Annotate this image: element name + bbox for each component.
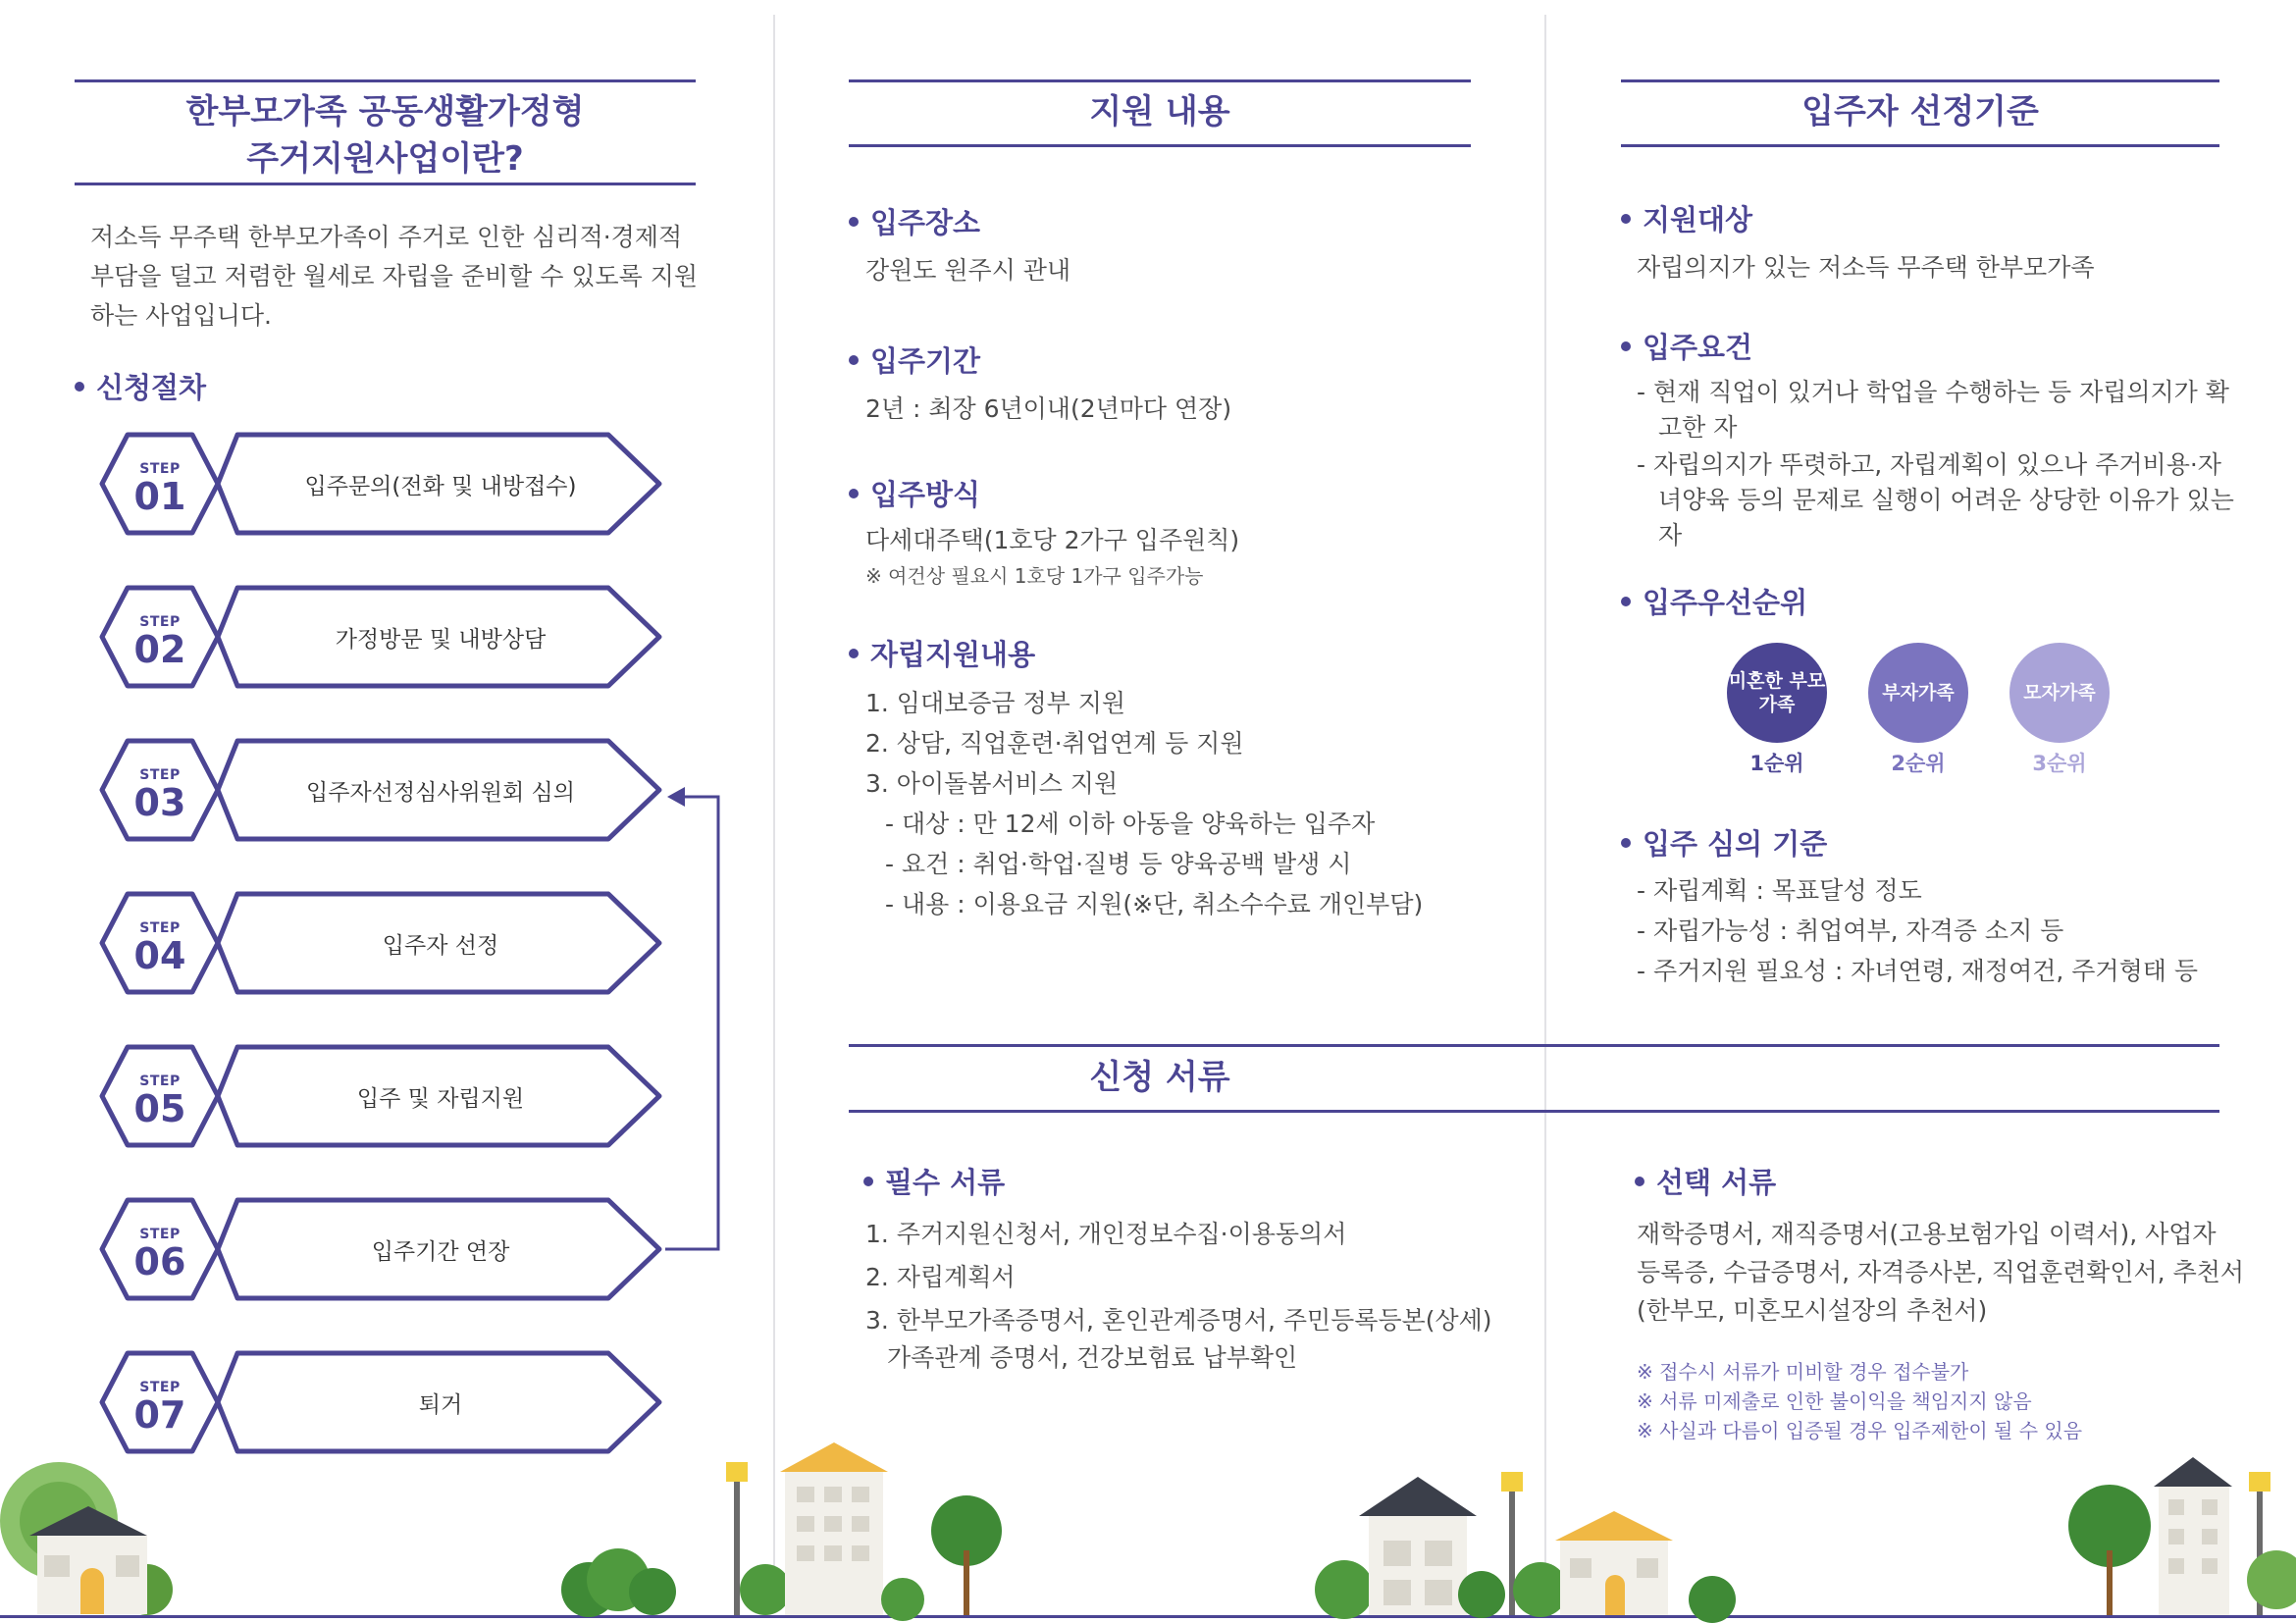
town-illustration <box>0 1442 2296 1623</box>
method-heading-text: 입주방식 <box>870 478 981 511</box>
step-05-step-label: STEP <box>139 1073 181 1089</box>
priority-circle-3: 모자가족 <box>2009 643 2110 743</box>
required-doc-item: 3. 한부모가족증명서, 혼인관계증명서, 주민등록등본(상세) <box>865 1306 1492 1335</box>
docs-title-rule-top <box>849 1044 2219 1047</box>
panel2-title: 지원 내용 <box>1089 92 1230 131</box>
review-item: - 자립가능성 : 취업여부, 자격증 소지 등 <box>1637 916 2064 945</box>
step-02-step-label: STEP <box>139 614 181 630</box>
step-01-label: 입주문의(전화 및 내방접수) <box>304 473 577 499</box>
intro-paragraph <box>90 218 708 336</box>
intro-line: 부담을 덜고 저렴한 월세로 자립을 준비할 수 있도록 지원 <box>90 262 699 290</box>
requirement-heading-text: 입주요건 <box>1643 331 1753 364</box>
location-heading <box>849 201 980 241</box>
step-06-step-label: STEP <box>139 1227 181 1242</box>
target-heading-text: 지원대상 <box>1643 203 1753 236</box>
priority-rank-2: 2순위 <box>1891 752 1946 775</box>
optional-docs-heading-text: 선택 서류 <box>1656 1166 1777 1199</box>
target-heading <box>1621 198 1752 238</box>
method-text: 다세대주택(1호당 2가구 입주원칙) <box>865 526 1240 554</box>
support-subitem: - 대상 : 만 12세 이하 아동을 양육하는 입주자 <box>885 810 1376 838</box>
optional-docs-heading <box>1635 1161 1776 1201</box>
priority-circle-1: 미혼한 부모가족 <box>1727 643 1827 743</box>
procedure-heading-text: 신청절차 <box>96 371 207 404</box>
docs-note: ※ 사실과 다름이 입증될 경우 입주제한이 될 수 있음 <box>1637 1419 2083 1442</box>
bullet-dot <box>1635 1177 1644 1186</box>
optional-doc-line: (한부모, 미혼모시설장의 추천서) <box>1637 1296 1988 1325</box>
review-heading <box>1621 822 1827 863</box>
support-item: 1. 임대보증금 정부 지원 <box>865 689 1126 717</box>
bullet-dot <box>849 355 859 365</box>
panel1-title-rule-top <box>75 79 696 82</box>
step-06-label: 입주기간 연장 <box>371 1238 510 1265</box>
loop-arrow <box>659 775 728 1266</box>
step-05-label: 입주 및 자립지원 <box>356 1085 525 1112</box>
support-subitem: - 요건 : 취업·학업·질병 등 양육공백 발생 시 <box>885 850 1352 878</box>
step-02-label: 가정방문 및 내방상담 <box>335 626 547 653</box>
required-docs-heading <box>863 1161 1005 1201</box>
priority-circle-2: 부자가족 <box>1868 643 1968 743</box>
review-item: - 주거지원 필요성 : 자녀연령, 재정여건, 주거형태 등 <box>1637 957 2198 985</box>
bullet-dot <box>1621 597 1631 606</box>
location-text: 강원도 원주시 관내 <box>865 256 1071 285</box>
method-heading <box>849 473 980 513</box>
requirement-item: - 자립의지가 뚜렷하고, 자립계획이 있으나 주거비용·자녀양육 등의 문제로 실행이 어려운 상당한 이유가 있는 자 <box>1637 450 2234 550</box>
panel1-title-line2: 주거지원사업이란? <box>246 139 524 179</box>
step-03-number: 03 <box>133 781 186 824</box>
review-heading-text: 입주 심의 기준 <box>1643 827 1828 861</box>
docs-note: ※ 접수시 서류가 미비할 경우 접수불가 <box>1637 1360 1969 1384</box>
panel1-title-line1: 한부모가족 공동생활가정형 <box>185 92 585 131</box>
location-heading-text: 입주장소 <box>870 206 981 239</box>
bullet-dot <box>1621 214 1631 224</box>
required-docs-heading-text: 필수 서류 <box>885 1166 1006 1199</box>
required-doc-item: 1. 주거지원신청서, 개인정보수집·이용동의서 <box>865 1220 1347 1248</box>
method-note: ※ 여건상 필요시 1호당 1가구 입주가능 <box>865 564 1204 588</box>
required-doc-item: 2. 자립계획서 <box>865 1263 1016 1291</box>
step-03-step-label: STEP <box>139 767 181 783</box>
docs-note: ※ 서류 미제출로 인한 불이익을 책임지지 않음 <box>1637 1389 2032 1413</box>
panel3-title-rule-bottom <box>1621 144 2219 147</box>
step-07-label: 퇴거 <box>418 1391 463 1418</box>
step-04-step-label: STEP <box>139 920 181 936</box>
docs-title: 신청 서류 <box>1089 1058 1230 1097</box>
step-04-number: 04 <box>133 934 186 977</box>
panel2-title-rule-top <box>849 79 1471 82</box>
support-heading-text: 자립지원내용 <box>870 638 1036 671</box>
bullet-dot <box>75 382 84 392</box>
priority-heading-text: 입주우선순위 <box>1643 586 1808 619</box>
step-07-step-label: STEP <box>139 1380 181 1395</box>
step-03-label: 입주자선정심사위원회 심의 <box>306 779 575 806</box>
bullet-dot <box>863 1177 873 1186</box>
optional-doc-line: 등록증, 수급증명서, 자격증사본, 직업훈련확인서, 추천서 <box>1637 1258 2245 1286</box>
bullet-dot <box>849 217 859 227</box>
support-item: 2. 상담, 직업훈련·취업연계 등 지원 <box>865 729 1244 758</box>
period-heading-text: 입주기간 <box>870 344 981 378</box>
requirement-heading <box>1621 326 1752 366</box>
support-heading <box>849 633 1035 673</box>
intro-line: 저소득 무주택 한부모가족이 주거로 인한 심리적·경제적 <box>90 223 683 251</box>
panel3-title-rule-top <box>1621 79 2219 82</box>
step-04-label: 입주자 선정 <box>382 932 499 959</box>
docs-title-rule-bottom <box>849 1110 2219 1113</box>
required-doc-item-cont: 가족관계 증명서, 건강보험료 납부확인 <box>887 1343 1298 1372</box>
bullet-dot <box>849 649 859 658</box>
priority-heading <box>1621 581 1807 621</box>
support-item: 3. 아이돌봄서비스 지원 <box>865 769 1119 798</box>
review-item: - 자립계획 : 목표달성 정도 <box>1637 876 1922 905</box>
bullet-dot <box>849 489 859 498</box>
intro-line: 하는 사업입니다. <box>90 301 272 330</box>
panel3-title: 입주자 선정기준 <box>1801 92 2039 131</box>
panel2-title-rule-bottom <box>849 144 1471 147</box>
step-05-number: 05 <box>133 1087 186 1130</box>
step-02-number: 02 <box>133 628 186 671</box>
panel1-title <box>75 88 696 183</box>
fold-line-1 <box>773 15 775 1604</box>
priority-rank-3: 3순위 <box>2032 752 2087 775</box>
support-subitem: - 내용 : 이용요금 지원(※단, 취소수수료 개인부담) <box>885 890 1424 918</box>
target-text: 자립의지가 있는 저소득 무주택 한부모가족 <box>1637 253 2095 282</box>
requirement-item: - 현재 직업이 있거나 학업을 수행하는 등 자립의지가 확고한 자 <box>1637 378 2229 442</box>
step-01-number: 01 <box>133 475 186 518</box>
step-07-number: 07 <box>133 1393 186 1437</box>
period-text: 2년 : 최장 6년이내(2년마다 연장) <box>865 394 1232 423</box>
bullet-dot <box>1621 341 1631 351</box>
bullet-dot <box>1621 838 1631 848</box>
step-06-number: 06 <box>133 1240 186 1283</box>
optional-doc-line: 재학증명서, 재직증명서(고용보험가입 이력서), 사업자 <box>1637 1220 2217 1248</box>
priority-rank-1: 1순위 <box>1749 752 1804 775</box>
fold-line-2 <box>1544 15 1546 1604</box>
panel1-title-rule-bottom <box>75 183 696 185</box>
procedure-heading <box>75 366 206 406</box>
step-01-step-label: STEP <box>139 461 181 477</box>
period-heading <box>849 340 980 380</box>
